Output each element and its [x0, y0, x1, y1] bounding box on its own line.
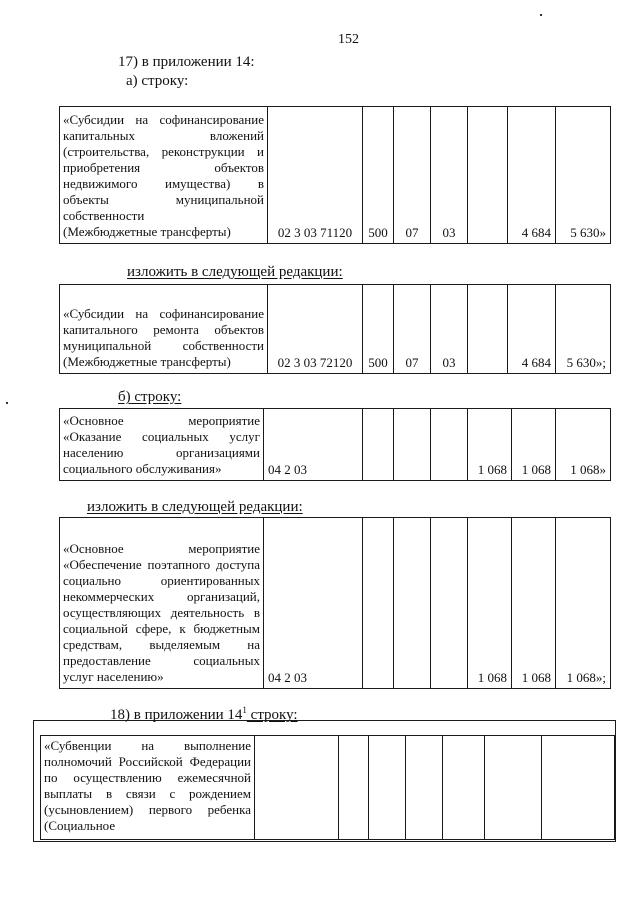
amount-1 [443, 736, 485, 840]
section: 07 [394, 107, 431, 244]
subsection [431, 409, 468, 481]
replace-heading-1: изложить в следующей редакции: [127, 264, 343, 280]
budget-table-row-1 [59, 106, 611, 244]
target-code: 02 3 03 72120 [268, 285, 363, 374]
amount-1: 1 068 [468, 518, 512, 689]
expense-type [363, 518, 394, 689]
amount-3: 1 068» [556, 409, 611, 481]
scan-speck [6, 402, 8, 404]
subsection: 03 [431, 285, 468, 374]
target-code: 04 2 03 [264, 409, 363, 481]
subsection: 03 [431, 107, 468, 244]
page-number: 152 [338, 32, 359, 47]
budget-table-row-5 [40, 735, 615, 840]
amount-2: 1 068 [512, 518, 556, 689]
amount-2: 4 684 [508, 285, 556, 374]
row-description: «Субсидии на софинансирование капитального ремонта объектов муниципальной собственности (Межбюджетные трансферты) [60, 285, 268, 374]
target-code: 04 2 03 [264, 518, 363, 689]
row-description: «Субвенции на выполнение полномочий Российской Федерации по осуществлению ежемесячной выплаты в связи с рождением (усыновлением) первого ребенка (Социальное [41, 736, 255, 840]
item-17-heading: 17) в приложении 14: [118, 54, 255, 70]
amount-2: 1 068 [512, 409, 556, 481]
item-18-heading: 18) в приложении $14^1$ строку: [110, 705, 298, 723]
row-description: «Основное мероприятие «Обеспечение поэтапного доступа социально ориентированных некоммерческих организаций, осуществляющих деятельность в социальной сфере, к бюджетным средствам, выделяемым на предоставление социальных услуг населению» [60, 518, 264, 689]
amount-2 [485, 736, 542, 840]
budget-table-row-2 [59, 284, 611, 374]
section [369, 736, 406, 840]
replace-heading-2: изложить в следующей редакции: [87, 499, 303, 515]
expense-type: 500 [363, 107, 394, 244]
expense-type [363, 409, 394, 481]
row-description: «Основное мероприятие «Оказание социальных услуг населению организациями социального обслуживания» [60, 409, 264, 481]
section [394, 518, 431, 689]
row-description: «Субсидии на софинансирование капитальных вложений (строительства, реконструкции и приобретения объектов недвижимого имущества) в объекты муниципальной собственности (Межбюджетные трансферты) [60, 107, 268, 244]
subsection [431, 518, 468, 689]
budget-table-row-3 [59, 408, 611, 481]
amount-1 [468, 107, 508, 244]
amount-3 [542, 736, 615, 840]
subsection [406, 736, 443, 840]
amount-1 [468, 285, 508, 374]
amount-3: 1 068»; [556, 518, 611, 689]
sub-a-label: а) строку: [126, 73, 189, 89]
amount-2: 4 684 [508, 107, 556, 244]
expense-type [339, 736, 369, 840]
sub-b-label: б) строку: [118, 389, 182, 405]
amount-3: 5 630» [556, 107, 611, 244]
amount-1: 1 068 [468, 409, 512, 481]
amount-3: 5 630»; [556, 285, 611, 374]
scan-speck [540, 14, 542, 16]
section: 07 [394, 285, 431, 374]
budget-table-row-4 [59, 517, 611, 689]
section [394, 409, 431, 481]
target-code: 02 3 03 71120 [268, 107, 363, 244]
expense-type: 500 [363, 285, 394, 374]
target-code [255, 736, 339, 840]
